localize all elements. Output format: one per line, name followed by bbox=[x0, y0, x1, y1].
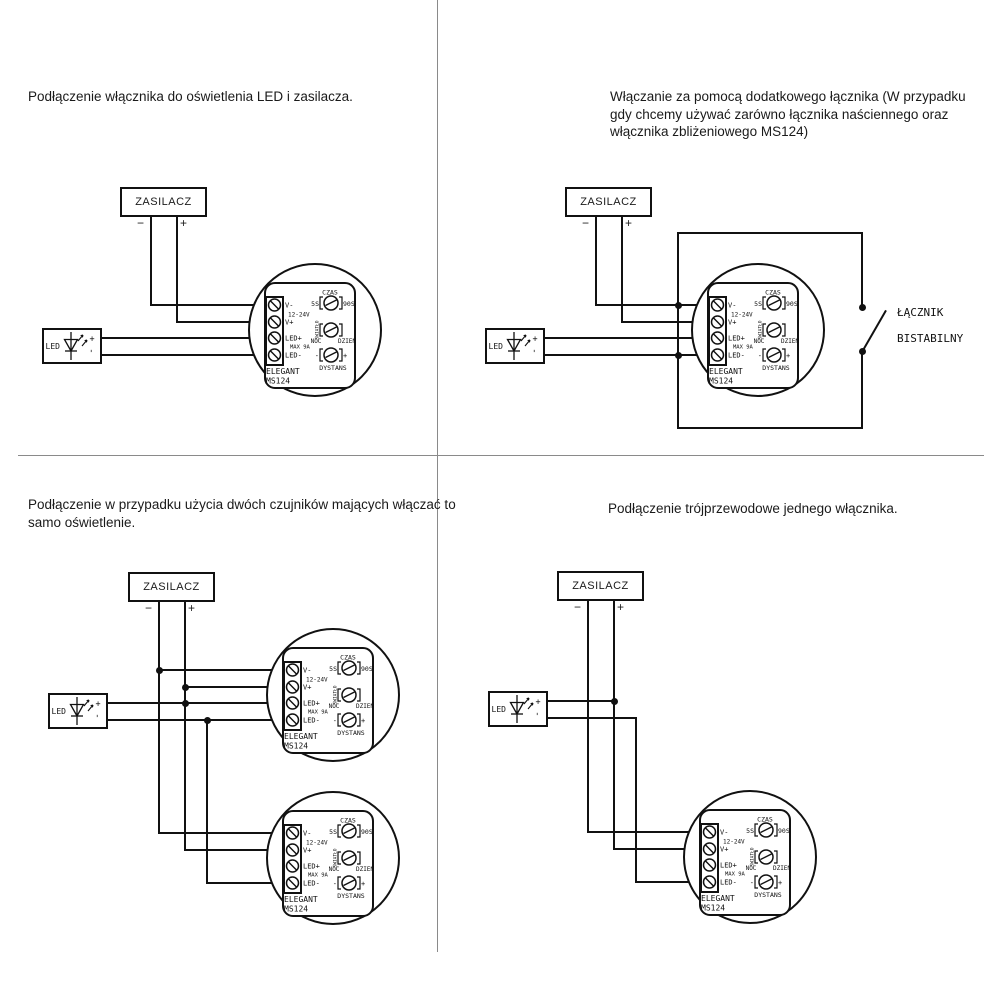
wire bbox=[545, 354, 709, 356]
terminal-label-led-minus: LED- bbox=[720, 878, 737, 887]
module-model: MS124 bbox=[284, 904, 309, 914]
wire bbox=[587, 599, 589, 833]
junction-dot bbox=[156, 667, 163, 674]
wire bbox=[108, 702, 284, 704]
wire bbox=[545, 337, 709, 339]
pot-time-min: 5S bbox=[329, 665, 337, 673]
terminal-label-led-plus: LED+ bbox=[728, 334, 745, 343]
power-supply-minus-sign: − bbox=[137, 216, 145, 230]
led-minus-sign: - bbox=[532, 711, 542, 717]
pot-distance-min: - bbox=[332, 880, 337, 888]
q2-module bbox=[690, 262, 826, 398]
wire bbox=[108, 719, 284, 721]
terminal-label-v-minus: V- bbox=[285, 301, 294, 310]
q2-led-box bbox=[485, 328, 545, 364]
switch-contact-dot bbox=[859, 348, 866, 355]
power-supply-label: ZASILACZ bbox=[143, 581, 200, 593]
terminal-label-v-minus: V- bbox=[303, 829, 312, 838]
junction-dot bbox=[204, 717, 211, 724]
terminal-label-led-plus: LED+ bbox=[303, 699, 320, 708]
led-minus-sign: - bbox=[92, 713, 102, 719]
module-brand: ELEGANT bbox=[284, 895, 318, 904]
led-box bbox=[42, 328, 102, 364]
wire bbox=[621, 215, 623, 322]
wire bbox=[102, 354, 266, 356]
ms124-module bbox=[682, 789, 818, 925]
pot-distance-max: + bbox=[778, 879, 783, 887]
module-brand: ELEGANT bbox=[709, 367, 743, 376]
terminal-label-led-minus: LED- bbox=[728, 351, 745, 360]
power-supply-box bbox=[565, 187, 652, 217]
pot-light-min: NOC bbox=[328, 866, 340, 873]
q1-title: Podłączenie włącznika do oświetlenia LED i zasilacza. bbox=[28, 89, 353, 104]
terminal-label-v-plus: V+ bbox=[303, 846, 312, 855]
terminal-label-v-minus: V- bbox=[303, 666, 312, 675]
terminal-label-voltage: 12-24V bbox=[288, 311, 310, 319]
pot-distance-label: DYSTANS bbox=[337, 729, 365, 737]
ms124-module bbox=[247, 262, 383, 398]
pot-time-max: 90S bbox=[786, 300, 798, 308]
divider-vertical bbox=[437, 0, 438, 952]
wire bbox=[158, 600, 160, 834]
power-supply-label: ZASILACZ bbox=[135, 196, 192, 208]
wire bbox=[613, 599, 615, 850]
q3-module-2 bbox=[265, 790, 401, 926]
terminal-label-led-minus: LED- bbox=[285, 351, 302, 360]
led-box bbox=[488, 691, 548, 727]
pot-light-label: ŚWIATŁO bbox=[333, 685, 339, 705]
switch-blade bbox=[861, 310, 887, 353]
module-model: MS124 bbox=[266, 376, 291, 386]
led-box bbox=[485, 328, 545, 364]
wire bbox=[635, 717, 637, 883]
pot-time-max: 90S bbox=[361, 828, 373, 836]
pot-distance-max: + bbox=[361, 717, 366, 725]
junction-dot bbox=[611, 698, 618, 705]
pot-distance-max: + bbox=[343, 352, 348, 360]
power-supply-label: ZASILACZ bbox=[572, 580, 629, 592]
power-supply-box bbox=[120, 187, 207, 217]
terminal-label-v-minus: V- bbox=[728, 301, 737, 310]
wire-switch-loop-bottom bbox=[677, 427, 863, 429]
pot-time-label: CZAS bbox=[322, 288, 338, 297]
wire bbox=[102, 337, 266, 339]
pot-light-label: ŚWIATŁO bbox=[315, 320, 321, 340]
pot-distance-label: DYSTANS bbox=[754, 891, 782, 899]
pot-time-label: CZAS bbox=[765, 288, 781, 297]
junction-dot bbox=[182, 700, 189, 707]
pot-distance-max: + bbox=[361, 880, 366, 888]
junction-dot bbox=[675, 302, 682, 309]
module-brand: ELEGANT bbox=[284, 732, 318, 741]
wire bbox=[184, 600, 186, 851]
terminal-label-max-current: MAX 9A bbox=[308, 709, 328, 716]
terminal-label-led-plus: LED+ bbox=[720, 861, 737, 870]
led-box bbox=[48, 693, 108, 729]
pot-time-max: 90S bbox=[343, 300, 355, 308]
q4-power-supply bbox=[557, 571, 644, 619]
q2-power-supply bbox=[565, 187, 652, 235]
q4-module bbox=[682, 789, 818, 925]
pot-time-label: CZAS bbox=[757, 815, 773, 824]
wire bbox=[206, 719, 208, 884]
terminal-label-voltage: 12-24V bbox=[306, 676, 328, 684]
wire-switch-loop-right-upper bbox=[861, 232, 863, 308]
module-model: MS124 bbox=[709, 376, 734, 386]
led-plus-sign: + bbox=[95, 699, 101, 710]
q1-led-box bbox=[42, 328, 102, 364]
pot-distance-label: DYSTANS bbox=[762, 364, 790, 372]
junction-dot bbox=[675, 352, 682, 359]
q1-power-supply bbox=[120, 187, 207, 235]
power-supply-minus-sign: − bbox=[145, 601, 153, 615]
wire bbox=[548, 717, 636, 719]
pot-light-min: NOC bbox=[753, 338, 765, 345]
pot-light-max: DZIEŃ bbox=[337, 338, 357, 345]
terminal-label-max-current: MAX 9A bbox=[725, 871, 745, 878]
power-supply-label: ZASILACZ bbox=[580, 196, 637, 208]
terminal-label-voltage: 12-24V bbox=[306, 839, 328, 847]
terminal-label-voltage: 12-24V bbox=[731, 311, 753, 319]
power-supply-minus-sign: − bbox=[582, 216, 590, 230]
pot-light-max: DZIEŃ bbox=[780, 338, 800, 345]
q2-title: Włączanie za pomocą dodatkowego łącznika (W przypadku gdy chcemy używać zarówno łącznika naściennego oraz włącznika zbliżeniowego MS124) bbox=[610, 89, 966, 140]
terminal-label-led-plus: LED+ bbox=[285, 334, 302, 343]
pot-distance-min: - bbox=[749, 879, 754, 887]
q4-title: Podłączenie trójprzewodowe jednego włącznika. bbox=[608, 501, 898, 516]
wire-switch-loop-left bbox=[677, 232, 679, 428]
pot-time-min: 5S bbox=[754, 300, 762, 308]
pot-time-label: CZAS bbox=[340, 816, 356, 825]
pot-light-max: DZIEŃ bbox=[355, 866, 375, 873]
terminal-label-v-plus: V+ bbox=[728, 318, 737, 327]
led-plus-sign: + bbox=[535, 697, 541, 708]
power-supply-box bbox=[557, 571, 644, 601]
led-plus-sign: + bbox=[89, 334, 95, 345]
ms124-module bbox=[690, 262, 826, 398]
ms124-module bbox=[265, 627, 401, 763]
pot-light-min: NOC bbox=[745, 865, 757, 872]
terminal-label-max-current: MAX 9A bbox=[733, 344, 753, 351]
q3-title: Podłączenie w przypadku użycia dwóch czujników mających włączać to samo oświetlenie. bbox=[28, 497, 456, 530]
pot-distance-min: - bbox=[757, 352, 762, 360]
pot-distance-label: DYSTANS bbox=[337, 892, 365, 900]
pot-light-min: NOC bbox=[310, 338, 322, 345]
power-supply-plus-sign: + bbox=[617, 600, 625, 614]
module-brand: ELEGANT bbox=[701, 894, 735, 903]
wire bbox=[176, 215, 178, 322]
ms124-module bbox=[265, 790, 401, 926]
pot-light-label: ŚWIATŁO bbox=[750, 847, 756, 867]
terminal-label-led-plus: LED+ bbox=[303, 862, 320, 871]
pot-distance-max: + bbox=[786, 352, 791, 360]
power-supply-plus-sign: + bbox=[188, 601, 196, 615]
module-brand: ELEGANT bbox=[266, 367, 300, 376]
pot-distance-min: - bbox=[332, 717, 337, 725]
divider-horizontal bbox=[18, 455, 984, 456]
pot-light-label: ŚWIATŁO bbox=[758, 320, 764, 340]
pot-time-label: CZAS bbox=[340, 653, 356, 662]
wire bbox=[595, 215, 597, 305]
module-model: MS124 bbox=[284, 741, 309, 751]
terminal-label-max-current: MAX 9A bbox=[308, 872, 328, 879]
pot-distance-label: DYSTANS bbox=[319, 364, 347, 372]
led-minus-sign: - bbox=[529, 348, 539, 354]
pot-distance-min: - bbox=[314, 352, 319, 360]
q3-module-1 bbox=[265, 627, 401, 763]
power-supply-minus-sign: − bbox=[574, 600, 582, 614]
pot-light-max: DZIEŃ bbox=[355, 703, 375, 710]
pot-time-min: 5S bbox=[311, 300, 319, 308]
q4-led-box bbox=[488, 691, 548, 727]
led-label: LED bbox=[51, 707, 66, 716]
wire bbox=[150, 215, 152, 305]
pot-time-max: 90S bbox=[778, 827, 790, 835]
power-supply-box bbox=[128, 572, 215, 602]
pot-time-max: 90S bbox=[361, 665, 373, 673]
terminal-label-led-minus: LED- bbox=[303, 879, 320, 888]
pot-light-max: DZIEŃ bbox=[772, 865, 792, 872]
q1-module bbox=[247, 262, 383, 398]
pot-time-min: 5S bbox=[329, 828, 337, 836]
led-label: LED bbox=[488, 342, 503, 351]
switch-contact-dot bbox=[859, 304, 866, 311]
q3-power-supply bbox=[128, 572, 215, 620]
switch-label-line1: ŁĄCZNIK bbox=[897, 306, 944, 319]
terminal-label-v-plus: V+ bbox=[720, 845, 729, 854]
pot-time-min: 5S bbox=[746, 827, 754, 835]
power-supply-plus-sign: + bbox=[180, 216, 188, 230]
led-label: LED bbox=[491, 705, 506, 714]
wire-switch-loop-top bbox=[677, 232, 863, 234]
terminal-label-voltage: 12-24V bbox=[723, 838, 745, 846]
led-label: LED bbox=[45, 342, 60, 351]
terminal-label-v-plus: V+ bbox=[303, 683, 312, 692]
wire-switch-loop-right-lower bbox=[861, 351, 863, 429]
wire bbox=[548, 700, 614, 702]
pot-light-min: NOC bbox=[328, 703, 340, 710]
led-minus-sign: - bbox=[86, 348, 96, 354]
q3-led-box bbox=[48, 693, 108, 729]
switch-label-line2: BISTABILNY bbox=[897, 332, 964, 345]
terminal-label-v-minus: V- bbox=[720, 828, 729, 837]
led-plus-sign: + bbox=[532, 334, 538, 345]
module-model: MS124 bbox=[701, 903, 726, 913]
power-supply-plus-sign: + bbox=[625, 216, 633, 230]
terminal-label-led-minus: LED- bbox=[303, 716, 320, 725]
terminal-label-v-plus: V+ bbox=[285, 318, 294, 327]
terminal-label-max-current: MAX 9A bbox=[290, 344, 310, 351]
junction-dot bbox=[182, 684, 189, 691]
pot-light-label: ŚWIATŁO bbox=[333, 848, 339, 868]
